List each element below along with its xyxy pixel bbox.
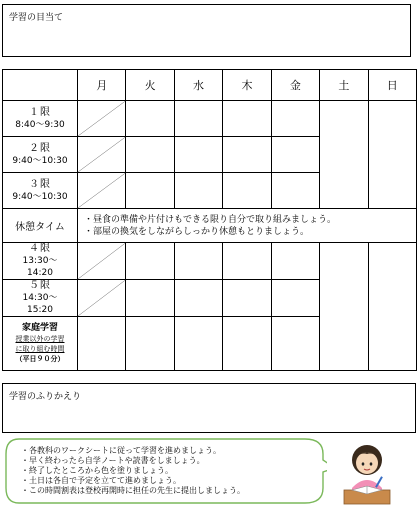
period-name: ５限 — [29, 280, 51, 291]
break-line: ・部屋の換気をしながらしっかり休憩もとりましょう。 — [84, 226, 310, 237]
schedule-cell[interactable] — [174, 137, 222, 173]
note-item: ・この時間割表は登校再開時に担任の先生に提出しましょう。 — [21, 486, 245, 495]
schedule-cell[interactable] — [126, 101, 174, 137]
slash-mark — [78, 280, 125, 316]
period-label — [3, 101, 78, 137]
weekend-cell[interactable] — [368, 243, 416, 371]
slash-mark — [78, 137, 125, 172]
notes-list — [21, 446, 245, 496]
schedule-cell[interactable] — [126, 173, 174, 209]
schedule-cell[interactable] — [223, 173, 271, 209]
schedule-cell[interactable] — [271, 280, 319, 317]
day-header: 木 — [223, 70, 271, 101]
period-label — [3, 280, 78, 317]
period-label — [3, 137, 78, 173]
home-study-minutes: （平日９０分） — [15, 355, 65, 363]
home-study-title: 家庭学習 — [21, 323, 58, 333]
period-row — [3, 101, 417, 137]
period-label — [3, 243, 78, 280]
schedule-cell[interactable] — [126, 317, 174, 371]
goal-box[interactable] — [2, 4, 411, 57]
reflection-box[interactable] — [2, 383, 416, 433]
home-study-desc: に取り組む時間 — [15, 345, 65, 353]
slash-mark — [78, 173, 125, 208]
break-line: ・昼食の準備や片付けもできる限り自分で取り組みましょう。 — [84, 214, 337, 225]
schedule-cell[interactable] — [223, 317, 271, 371]
reflection-label: 学習のふりかえり — [9, 392, 82, 402]
schedule-cell[interactable] — [271, 243, 319, 280]
schedule-cell[interactable] — [174, 101, 222, 137]
speech-bubble — [5, 438, 327, 504]
schedule-cell[interactable] — [223, 243, 271, 280]
period-time: 9:40～10:30 — [12, 191, 68, 202]
schedule-cell[interactable] — [174, 173, 222, 209]
period-time: 13:30～ — [22, 256, 58, 266]
home-study-desc: 授業以外の学習 — [15, 335, 65, 343]
period-time: 8:40～9:30 — [15, 119, 65, 130]
day-header: 日 — [368, 70, 416, 101]
home-study-label — [3, 317, 78, 371]
day-header: 金 — [271, 70, 319, 101]
note-item: ・早く終わったら自学ノートや読書をしましょう。 — [21, 456, 205, 465]
break-text — [78, 209, 417, 243]
schedule-cell[interactable] — [126, 280, 174, 317]
timetable — [2, 69, 417, 371]
day-header: 火 — [126, 70, 174, 101]
schedule-cell[interactable] — [271, 317, 319, 371]
slash-mark — [78, 101, 125, 136]
schedule-cell[interactable] — [271, 137, 319, 173]
period-time: 14:20 — [27, 268, 53, 278]
period-time: 9:40～10:30 — [12, 155, 68, 166]
schedule-cell[interactable] — [271, 173, 319, 209]
schedule-cell[interactable] — [223, 101, 271, 137]
schedule-cell[interactable] — [78, 317, 126, 371]
period-time: 15:20 — [27, 305, 53, 315]
note-item: ・終了したところから色を塗りましょう。 — [21, 466, 173, 475]
day-header: 土 — [320, 70, 368, 101]
goal-label: 学習の目当て — [9, 13, 64, 23]
day-header: 水 — [174, 70, 222, 101]
schedule-cell[interactable] — [126, 243, 174, 280]
schedule-cell[interactable] — [78, 173, 126, 209]
period-name: ４限 — [29, 243, 51, 254]
note-item: ・土日は各自で予定を立てて進めましょう。 — [21, 476, 181, 485]
period-row — [3, 243, 417, 280]
corner-cell — [3, 70, 78, 101]
weekend-cell[interactable] — [368, 101, 416, 209]
day-header: 月 — [78, 70, 126, 101]
schedule-cell[interactable] — [78, 101, 126, 137]
break-label: 休憩タイム — [3, 209, 78, 243]
schedule-cell[interactable] — [271, 101, 319, 137]
period-name: ２限 — [29, 142, 51, 154]
schedule-cell[interactable] — [174, 280, 222, 317]
schedule-cell[interactable] — [78, 137, 126, 173]
slash-mark — [78, 243, 125, 279]
schedule-cell[interactable] — [223, 137, 271, 173]
schedule-cell[interactable] — [174, 317, 222, 371]
header-row — [3, 70, 417, 101]
student-studying-icon — [338, 442, 396, 506]
schedule-cell[interactable] — [78, 280, 126, 317]
schedule-cell[interactable] — [78, 243, 126, 280]
note-item: ・各教科のワークシートに従って学習を進めましょう。 — [21, 446, 221, 455]
schedule-cell[interactable] — [126, 137, 174, 173]
period-name: １限 — [29, 106, 51, 118]
break-row — [3, 209, 417, 243]
weekend-cell[interactable] — [320, 101, 368, 209]
schedule-cell[interactable] — [174, 243, 222, 280]
period-name: ３限 — [29, 178, 51, 190]
period-time: 14:30～ — [22, 293, 58, 303]
period-label — [3, 173, 78, 209]
schedule-cell[interactable] — [223, 280, 271, 317]
weekend-cell[interactable] — [320, 243, 368, 371]
